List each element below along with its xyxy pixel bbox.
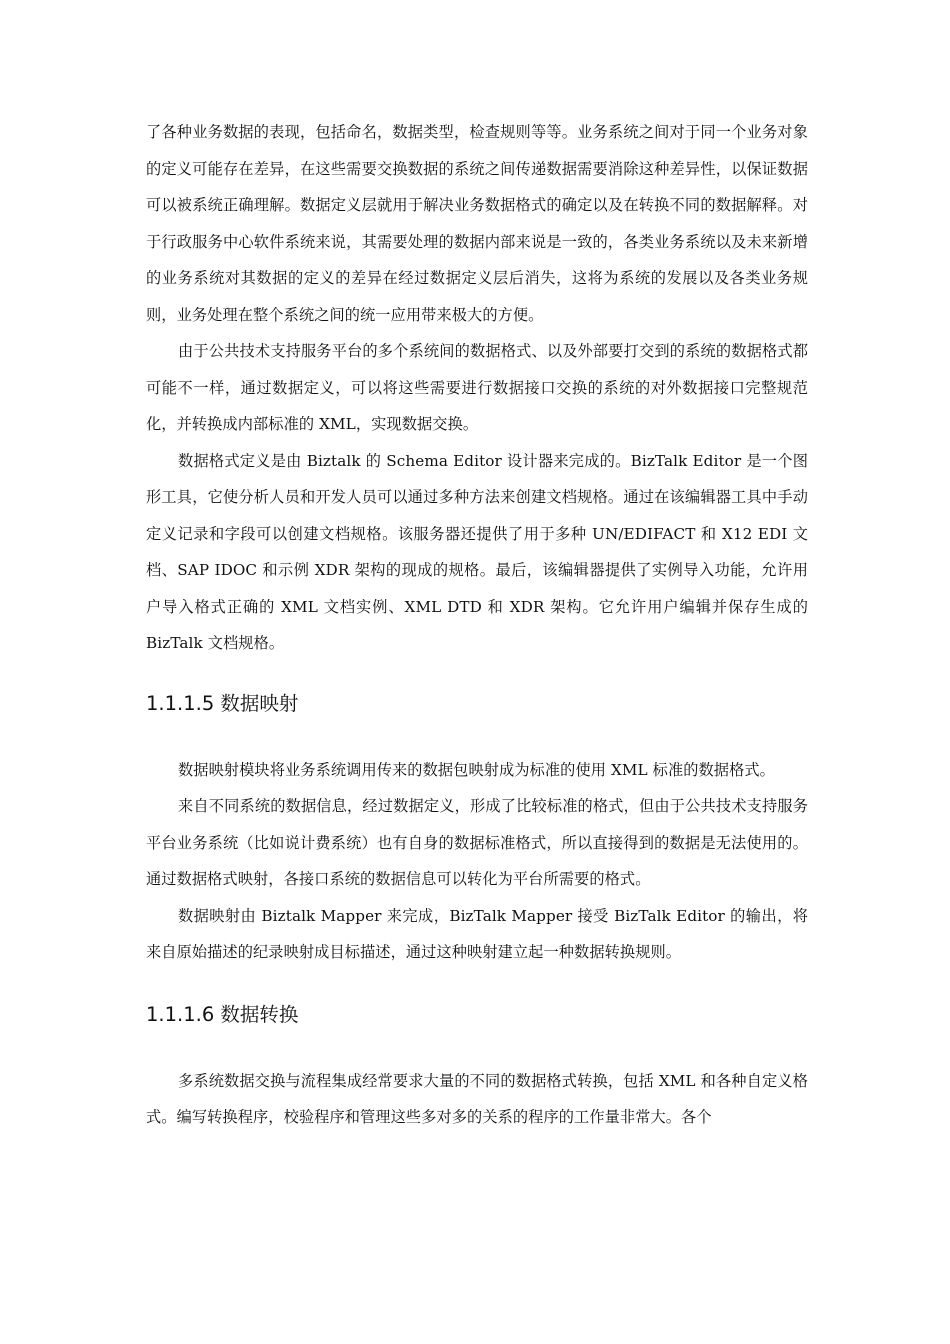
document-page [146,114,808,1136]
paragraph-biztalk-editor: 数据格式定义是由 Biztalk 的 Schema Editor 设计器来完成的。BizTalk Editor 是一个图形工具，它使分析人员和开发人员可以通过多种方法来创建文档规格。通过在该编辑器工具中手动定义记录和字段可以创建文档规格。该服务器还提供了用于多种 UN/EDIFACT 和 X12 EDI 文档、SAP IDOC 和示例 XDR 架构的现成的规格。最后，该编辑器提供了实例导入功能，允许用户导入格式正确的 XML 文档实例、XML DTD 和 XDR 架构。它允许用户编辑并保存生成的 BizTalk 文档规格。 [146,451,808,652]
paragraph-biztalk-mapper: 数据映射由 Biztalk Mapper 来完成，BizTalk Mapper 接受 BizTalk Editor 的输出，将来自原始描述的纪录映射成目标描述，通过这种映射建立起一种数据转换规则。 [146,906,808,961]
section-heading-data-transformation: 1.1.1.6 数据转换 [146,1002,299,1026]
paragraph-mapping-reason: 来自不同系统的数据信息，经过数据定义，形成了比较标准的格式，但由于公共技术支持服务平台业务系统（比如说计费系统）也有自身的数据标准格式，所以直接得到的数据是无法使用的。通过数据格式映射，各接口系统的数据信息可以转化为平台所需要的格式。 [146,797,808,888]
paragraph-data-format-standardization: 由于公共技术支持服务平台的多个系统间的数据格式、以及外部要打交到的系统的数据格式都可能不一样，通过数据定义，可以将这些需要进行数据接口交换的系统的对外数据接口完整规范化，并转换成内部标准的 XML，实现数据交换。 [146,342,808,433]
paragraph-transformation-intro: 多系统数据交换与流程集成经常要求大量的不同的数据格式转换，包括 XML 和各种自定义格式。编写转换程序，校验程序和管理这些多对多的关系的程序的工作量非常大。各个 [146,1071,808,1126]
section-heading-data-mapping: 1.1.1.5 数据映射 [146,691,299,715]
paragraph-data-definition-layer: 了各种业务数据的表现，包括命名，数据类型，检查规则等等。业务系统之间对于同一个业务对象的定义可能存在差异，在这些需要交换数据的系统之间传递数据需要消除这种差异性，以保证数据可以被系统正确理解。数据定义层就用于解决业务数据格式的确定以及在转换不同的数据解释。对于行政服务中心软件系统来说，其需要处理的数据内部来说是一致的，各类业务系统以及未来新增的业务系统对其数据的定义的差异在经过数据定义层后消失，这将为系统的发展以及各类业务规则，业务处理在整个系统之间的统一应用带来极大的方便。 [146,123,808,324]
paragraph-mapping-module: 数据映射模块将业务系统调用传来的数据包映射成为标准的使用 XML 标准的数据格式。 [178,760,775,779]
